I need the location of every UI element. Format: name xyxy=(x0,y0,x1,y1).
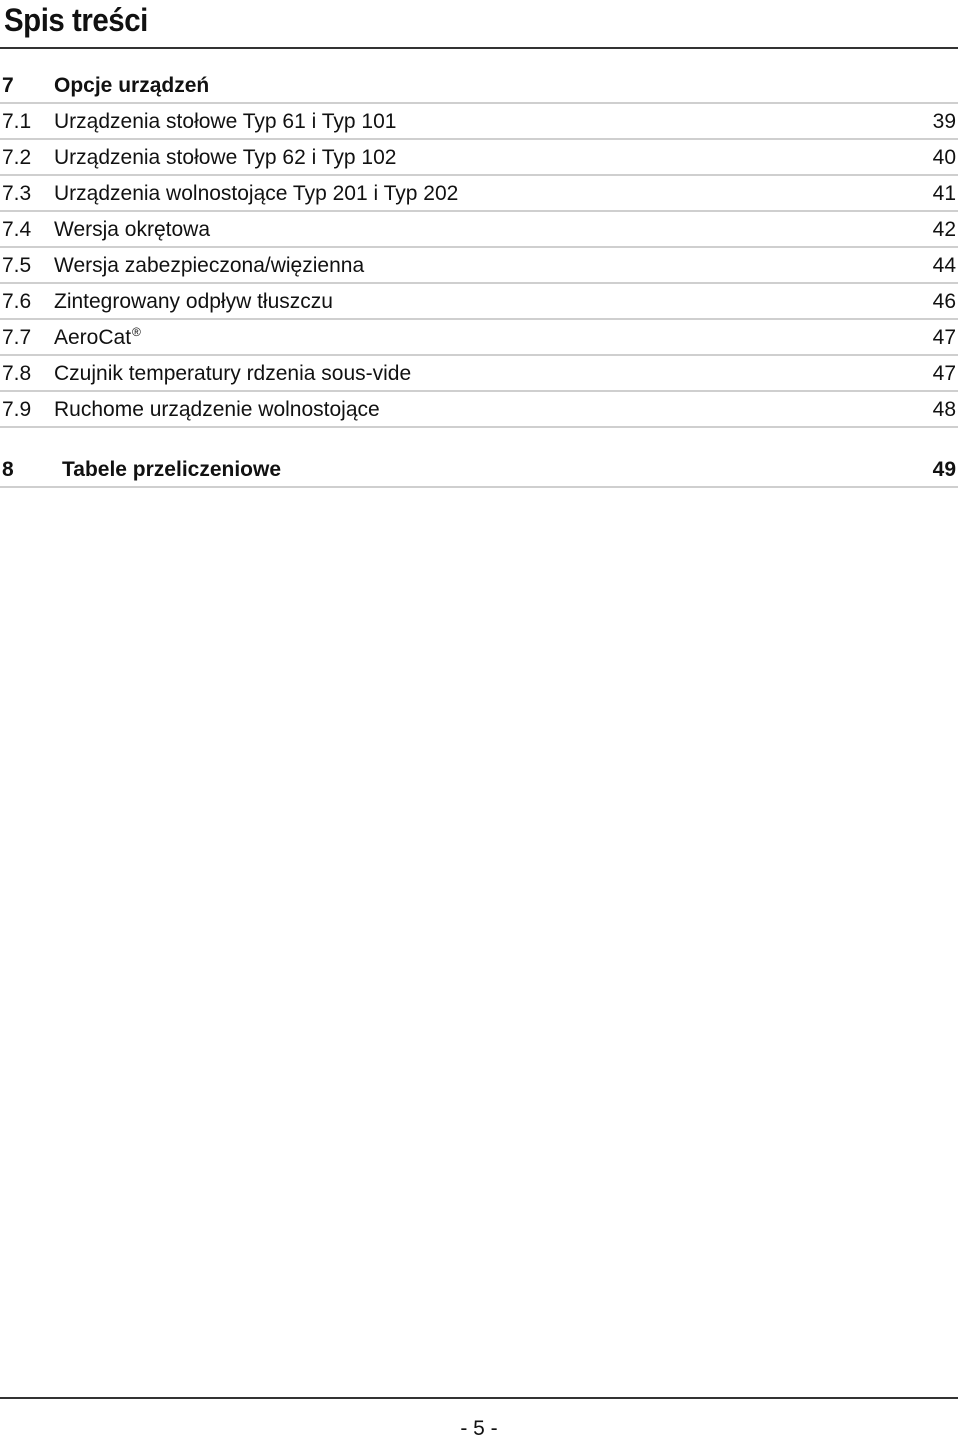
toc-entry-page: 48 xyxy=(932,398,956,421)
toc-chapter-title: Tabele przeliczeniowe xyxy=(62,458,282,481)
toc-entry-label: Urządzenia stołowe Typ 61 i Typ 101 xyxy=(54,110,397,133)
toc-entry-number: 7.2 xyxy=(2,146,32,169)
toc-entry-7-5[interactable] xyxy=(0,248,958,284)
table-of-contents xyxy=(0,68,958,428)
toc-entry-7-2[interactable] xyxy=(0,140,958,176)
toc-entry-number: 7.7 xyxy=(2,326,32,349)
toc-entry-page: 47 xyxy=(932,326,956,349)
toc-entry-label: Urządzenia stołowe Typ 62 i Typ 102 xyxy=(54,146,397,169)
toc-entry-label-text: AeroCat xyxy=(54,326,132,349)
toc-chapter-page: 49 xyxy=(932,458,956,481)
toc-entry-7-6[interactable] xyxy=(0,284,958,320)
toc-entry-7-9[interactable] xyxy=(0,392,958,428)
toc-chapter-title: Opcje urządzeń xyxy=(54,74,210,97)
toc-entry-number: 7.9 xyxy=(2,398,32,421)
toc-entry-page: 44 xyxy=(932,254,956,277)
toc-entry-page: 40 xyxy=(932,146,956,169)
toc-chapter-number: 8 xyxy=(2,458,14,481)
toc-chapter-number: 7 xyxy=(2,74,14,97)
toc-entry-label: Zintegrowany odpływ tłuszczu xyxy=(54,290,333,313)
toc-entry-page: 47 xyxy=(932,362,956,385)
toc-entry-label: Wersja zabezpieczona/więzienna xyxy=(54,254,365,277)
toc-entry-7-8[interactable] xyxy=(0,356,958,392)
toc-entry-number: 7.4 xyxy=(2,218,32,241)
toc-entry-7-1[interactable] xyxy=(0,104,958,140)
page-title: Spis treści xyxy=(4,2,148,38)
page-number: - 5 - xyxy=(460,1417,498,1440)
toc-entry-label: Ruchome urządzenie wolnostojące xyxy=(54,398,380,421)
registered-trademark-mark: ® xyxy=(132,325,141,339)
toc-entry-7-4[interactable] xyxy=(0,212,958,248)
toc-entry-number: 7.8 xyxy=(2,362,32,385)
toc-entry-number: 7.5 xyxy=(2,254,32,277)
toc-entry-label: Wersja okrętowa xyxy=(54,218,211,241)
toc-chapter-7[interactable] xyxy=(0,68,958,104)
toc-entry-7-3[interactable] xyxy=(0,176,958,212)
toc-entry-page: 42 xyxy=(932,218,956,241)
toc-chapter-8[interactable] xyxy=(0,452,958,488)
toc-entry-label: Urządzenia wolnostojące Typ 201 i Typ 202 xyxy=(54,182,459,205)
toc-entry-page: 41 xyxy=(932,182,956,205)
title-divider xyxy=(0,47,958,49)
toc-entry-number: 7.6 xyxy=(2,290,32,313)
toc-entry-7-7[interactable] xyxy=(0,320,958,356)
toc-entry-label xyxy=(54,320,141,356)
toc-entry-page: 46 xyxy=(932,290,956,313)
toc-entry-page: 39 xyxy=(932,110,956,133)
toc-entry-number: 7.3 xyxy=(2,182,32,205)
toc-entry-label: Czujnik temperatury rdzenia sous-vide xyxy=(54,362,412,385)
footer-divider xyxy=(0,1397,958,1399)
toc-entry-number: 7.1 xyxy=(2,110,32,133)
